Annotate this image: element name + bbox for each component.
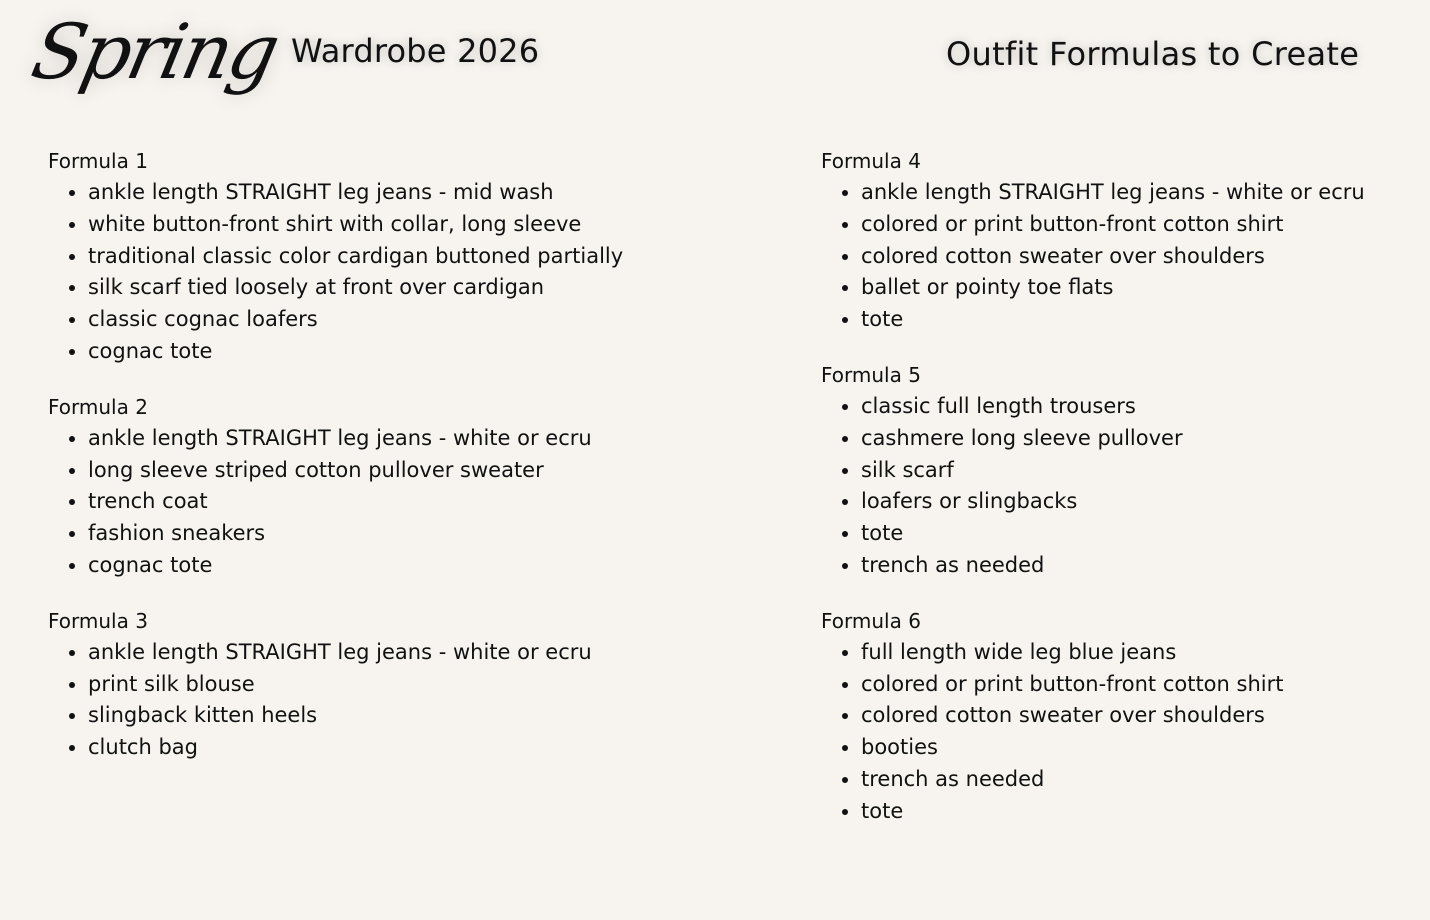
list-item: • ankle length STRAIGHT leg jeans - white or ecru — [88, 637, 788, 669]
list-item: • trench coat — [88, 486, 788, 518]
formula-title: Formula 2 — [48, 394, 148, 419]
formula-item-list — [48, 637, 788, 764]
list-item: • slingback kitten heels — [88, 700, 788, 732]
list-item: • ankle length STRAIGHT leg jeans - white or ecru — [861, 177, 1421, 209]
formula-title: Formula 3 — [48, 608, 148, 633]
list-item: • silk scarf — [861, 455, 1421, 487]
page-subtitle: Outfit Formulas to Create — [946, 35, 1360, 73]
formula-title: Formula 1 — [48, 149, 148, 173]
formulas-column-left — [48, 148, 788, 790]
list-item: • ballet or pointy toe flats — [861, 272, 1421, 304]
formula-title: Formula 4 — [821, 149, 921, 173]
list-item: • silk scarf tied loosely at front over cardigan — [88, 272, 788, 304]
list-item: • traditional classic color cardigan buttoned partially — [88, 241, 788, 273]
formula-item-list — [821, 637, 1421, 828]
list-item: • colored or print button-front cotton shirt — [861, 209, 1421, 241]
list-item: • trench as needed — [861, 764, 1421, 796]
formula-block — [48, 394, 788, 582]
list-item: • tote — [861, 304, 1421, 336]
list-item: • long sleeve striped cotton pullover sweater — [88, 455, 788, 487]
list-item: • ankle length STRAIGHT leg jeans - mid wash — [88, 177, 788, 209]
formula-title: Formula 5 — [821, 362, 921, 387]
formula-block — [48, 148, 788, 368]
script-title-word: Spring — [24, 7, 285, 96]
formula-block — [48, 608, 788, 764]
list-item: • classic full length trousers — [861, 391, 1421, 423]
list-item: • white button-front shirt with collar, long sleeve — [88, 209, 788, 241]
list-item: • colored cotton sweater over shoulders — [861, 241, 1421, 273]
list-item: • loafers or slingbacks — [861, 486, 1421, 518]
list-item: • cognac tote — [88, 550, 788, 582]
list-item: • fashion sneakers — [88, 518, 788, 550]
list-item: • colored or print button-front cotton shirt — [861, 669, 1421, 701]
list-item: • classic cognac loafers — [88, 304, 788, 336]
formula-item-list — [821, 177, 1421, 336]
list-item: • trench as needed — [861, 550, 1421, 582]
formula-item-list — [48, 177, 788, 368]
formulas-column-right — [821, 148, 1421, 854]
formula-item-list — [48, 423, 788, 582]
list-item: • tote — [861, 796, 1421, 828]
list-item: • cashmere long sleeve pullover — [861, 423, 1421, 455]
list-item: • ankle length STRAIGHT leg jeans - white or ecru — [88, 423, 788, 455]
formula-block — [821, 148, 1421, 336]
list-item: • cognac tote — [88, 336, 788, 368]
page-title: Wardrobe 2026 — [290, 32, 540, 70]
formula-title: Formula 6 — [821, 608, 921, 633]
list-item: • print silk blouse — [88, 669, 788, 701]
list-item: • colored cotton sweater over shoulders — [861, 700, 1421, 732]
formula-block — [821, 362, 1421, 582]
list-item: • booties — [861, 732, 1421, 764]
page-header — [24, 7, 540, 114]
list-item: • clutch bag — [88, 732, 788, 764]
list-item: • tote — [861, 518, 1421, 550]
list-item: • full length wide leg blue jeans — [861, 637, 1421, 669]
formula-item-list — [821, 391, 1421, 582]
formula-block — [821, 608, 1421, 828]
